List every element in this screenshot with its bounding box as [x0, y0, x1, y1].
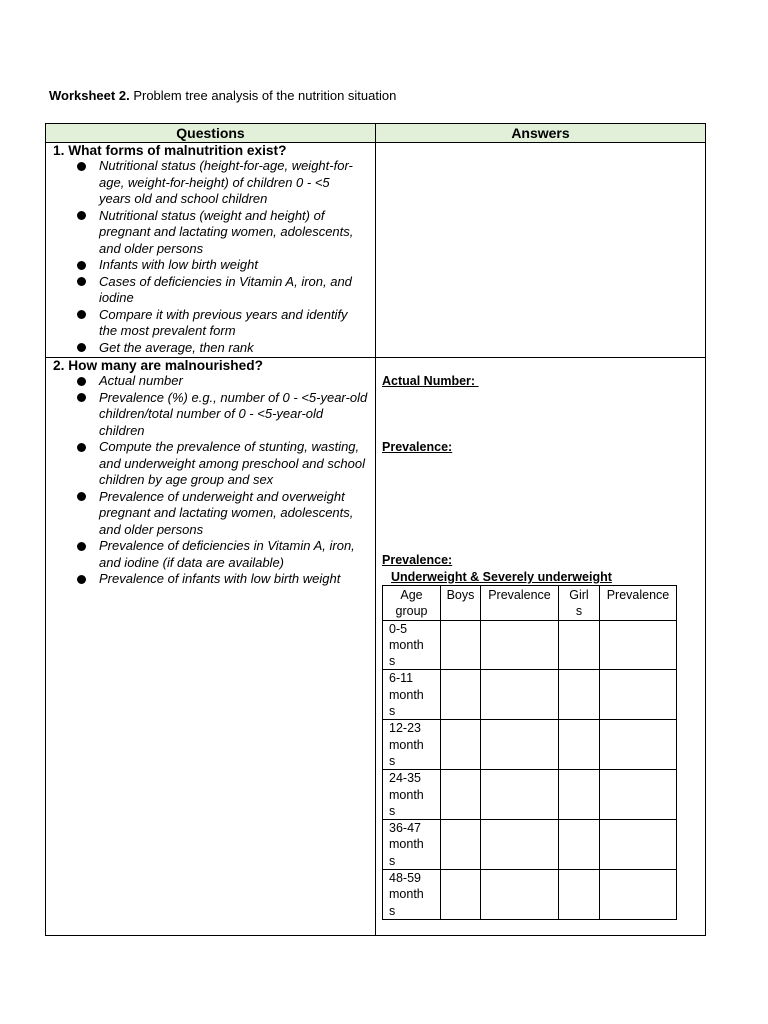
girls-cell — [559, 620, 600, 670]
bullet-text-line: Get the average, then rank — [99, 339, 254, 355]
underweight-table-caption: Underweight & Severely underweight — [391, 570, 612, 584]
bullet-icon — [77, 377, 86, 386]
age-group-header: Age group — [383, 586, 441, 621]
prevalence-table-row — [383, 770, 677, 820]
question-heading: 1. What forms of malnutrition exist? — [53, 143, 287, 158]
bullet-text-line: Prevalence of deficiencies in Vitamin A, iron, — [99, 538, 355, 553]
bullet-item — [46, 373, 375, 390]
bullet-icon — [77, 492, 86, 501]
bullet-text-line: age, weight-for-height) of children 0 - <5 — [99, 174, 330, 190]
answer-cell-2 — [376, 358, 705, 934]
girls-prevalence-cell — [600, 870, 677, 920]
bullet-text-line: Actual number — [99, 373, 183, 388]
girls-cell — [559, 670, 600, 720]
boys-prevalence-cell — [481, 820, 559, 870]
prevalence-label: Prevalence: — [382, 440, 453, 454]
bullet-icon — [77, 261, 86, 270]
boys-prevalence-cell — [481, 770, 559, 820]
bullet-item — [46, 158, 375, 208]
girls-prevalence-header: Prevalence — [600, 586, 677, 621]
worksheet-number: Worksheet 2. — [49, 88, 130, 103]
bullet-text-line: Infants with low birth weight — [99, 257, 258, 272]
girls-prevalence-cell — [600, 770, 677, 820]
bullet-icon — [77, 343, 86, 352]
age-group-cell: 12-23 months — [383, 720, 441, 770]
bullet-text-line: the most prevalent form — [99, 323, 236, 338]
boys-prevalence-header: Prevalence — [481, 586, 559, 621]
girls-cell — [559, 870, 600, 920]
actual-number-label: Actual Number: — [382, 374, 476, 388]
bullet-text-line: years old and school children — [99, 191, 268, 206]
prevalence-table-row — [383, 670, 677, 720]
boys-cell — [441, 720, 481, 770]
age-group-cell: 24-35 months — [383, 770, 441, 820]
questions-column-header: Questions — [176, 125, 245, 141]
bullet-text-line: children by age group and sex — [99, 472, 274, 487]
bullet-text-line: iodine — [99, 290, 134, 305]
bullet-icon — [77, 443, 86, 452]
bullet-icon — [77, 211, 86, 220]
boys-cell — [441, 620, 481, 670]
bullet-text-line: Prevalence of infants with low birth weight — [99, 571, 341, 586]
question-cell-1 — [46, 143, 375, 357]
prevalence-table-row — [383, 720, 677, 770]
bullet-text-line: and older persons — [99, 240, 204, 256]
prevalence-table-row — [383, 620, 677, 670]
boys-cell — [441, 820, 481, 870]
question-bullet-list — [46, 158, 375, 356]
worksheet-title — [49, 88, 396, 104]
bullet-item — [46, 340, 375, 357]
bullet-icon — [77, 575, 86, 584]
bullet-item — [46, 538, 375, 571]
question-cell-2 — [46, 358, 375, 934]
bullet-text-line: Prevalence (%) e.g., number of 0 - <5-year-old — [99, 389, 368, 405]
prevalence-table-header-row — [383, 586, 677, 621]
bullet-item — [46, 489, 375, 539]
boys-cell — [441, 770, 481, 820]
answer-cell-1 — [376, 143, 705, 357]
age-group-cell: 48-59 months — [383, 870, 441, 920]
boys-prevalence-cell — [481, 870, 559, 920]
worksheet-title-text: Problem tree analysis of the nutrition situation — [133, 88, 397, 103]
bullet-text-line: children — [99, 422, 145, 438]
girls-cell — [559, 770, 600, 820]
bullet-item — [46, 307, 375, 340]
bullet-icon — [77, 542, 86, 551]
question-bullet-list — [46, 373, 375, 588]
question-heading: 2. How many are malnourished? — [53, 358, 263, 373]
age-group-cell: 6-11 months — [383, 670, 441, 720]
answers-column-header: Answers — [511, 125, 570, 141]
age-group-cell: 0-5 months — [383, 620, 441, 670]
prevalence-table — [382, 585, 677, 920]
girls-prevalence-cell — [600, 670, 677, 720]
bullet-item — [46, 439, 375, 489]
prevalence-table-row — [383, 870, 677, 920]
bullet-text-line: pregnant and lactating women, adolescents, — [99, 224, 354, 239]
bullet-text-line: and underweight among preschool and school — [99, 455, 365, 471]
bullet-text-line: and iodine (if data are available) — [99, 554, 285, 570]
worksheet-table — [45, 123, 706, 936]
boys-prevalence-cell — [481, 720, 559, 770]
girls-header: Girls — [559, 586, 600, 621]
prevalence-label: Prevalence: — [382, 553, 453, 567]
bullet-text-line: Cases of deficiencies in Vitamin A, iron, and — [99, 273, 352, 289]
boys-cell — [441, 870, 481, 920]
bullet-item — [46, 274, 375, 307]
prevalence-table-row — [383, 820, 677, 870]
bullet-icon — [77, 393, 86, 402]
bullet-item — [46, 390, 375, 440]
girls-cell — [559, 720, 600, 770]
girls-cell — [559, 820, 600, 870]
bullet-text-line: pregnant and lactating women, adolescents, — [99, 505, 354, 520]
bullet-text-line: Compute the prevalence of stunting, wasting, — [99, 439, 360, 454]
boys-prevalence-cell — [481, 670, 559, 720]
boys-prevalence-cell — [481, 620, 559, 670]
bullet-item — [46, 571, 375, 588]
bullet-text-line: Nutritional status (weight and height) of — [99, 207, 325, 223]
girls-prevalence-cell — [600, 820, 677, 870]
bullet-icon — [77, 277, 86, 286]
boys-header: Boys — [441, 586, 481, 621]
girls-prevalence-cell — [600, 620, 677, 670]
girls-prevalence-cell — [600, 720, 677, 770]
bullet-text-line: children/total number of 0 - <5-year-old — [99, 406, 324, 421]
bullet-text-line: and older persons — [99, 521, 204, 537]
bullet-text-line: Compare it with previous years and identify — [99, 306, 348, 322]
boys-cell — [441, 670, 481, 720]
bullet-item — [46, 257, 375, 274]
bullet-icon — [77, 310, 86, 319]
age-group-cell: 36-47 months — [383, 820, 441, 870]
bullet-text-line: Nutritional status (height-for-age, weight-for- — [99, 158, 353, 173]
bullet-text-line: Prevalence of underweight and overweight — [99, 488, 345, 504]
bullet-icon — [77, 162, 86, 171]
bullet-item — [46, 208, 375, 258]
